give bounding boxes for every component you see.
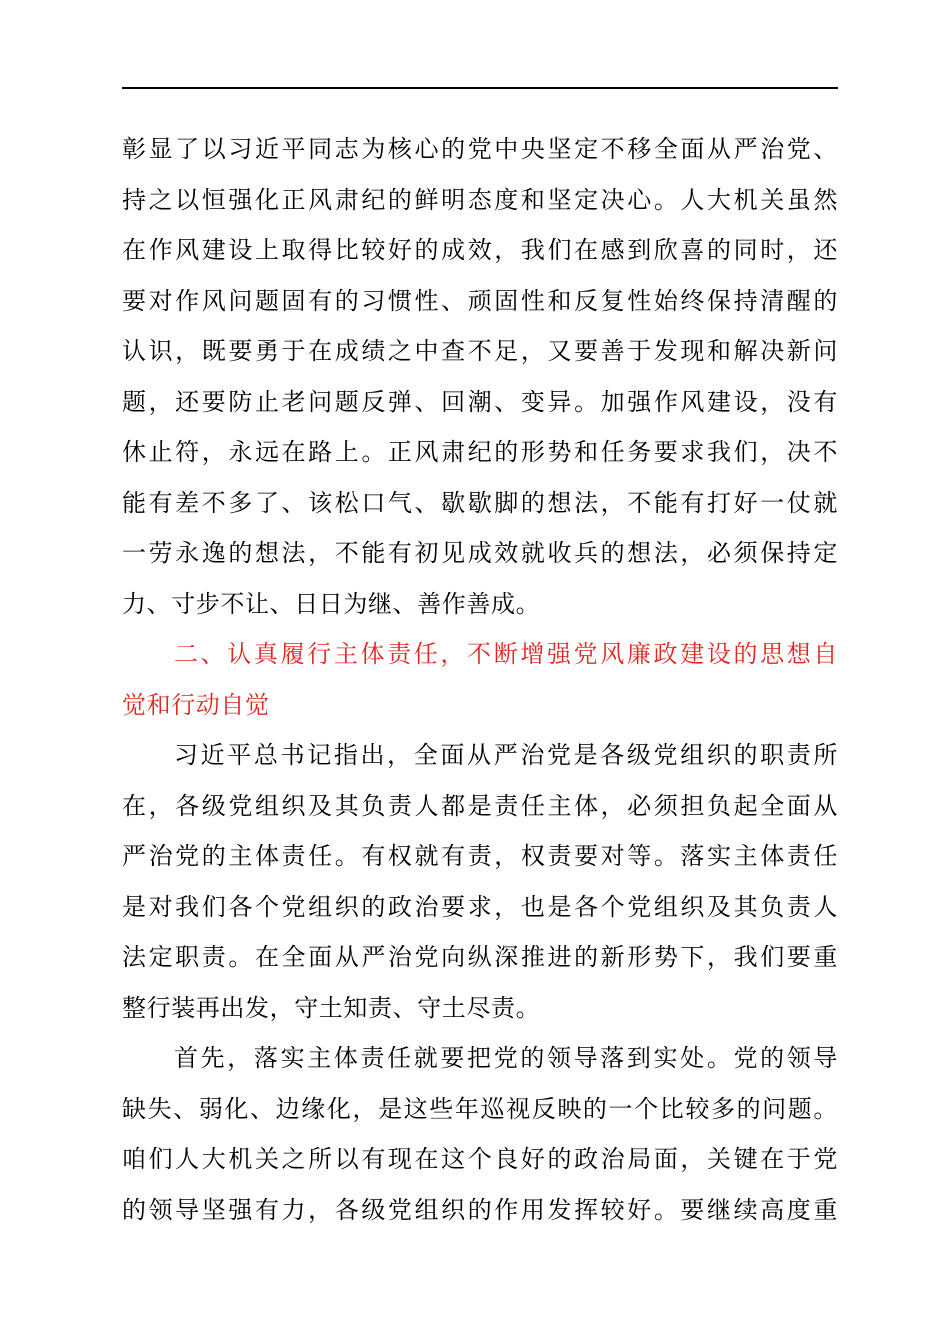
- section-heading: 二、认真履行主体责任，不断增强党风廉政建设的思想自: [174, 640, 838, 668]
- document-body: [122, 124, 838, 1235]
- text-line: 首先，落实主体责任就要把党的领导落到实处。党的领导: [174, 1044, 838, 1072]
- text-line: 严治党的主体责任。有权就有责，权责要对等。落实主体责任: [122, 842, 838, 870]
- text-line: 咱们人大机关之所以有现在这个良好的政治局面，关键在于党: [122, 1145, 838, 1173]
- section-heading-cont: 觉和行动自觉: [122, 690, 270, 719]
- text-line: 持之以恒强化正风肃纪的鲜明态度和坚定决心。人大机关虽然: [122, 185, 838, 214]
- text-line: 题，还要防止老问题反弹、回潮、变异。加强作风建设，没有: [122, 387, 838, 416]
- text-line: 整行装再出发，守土知责、守土尽责。: [122, 993, 541, 1022]
- text-line: 习近平总书记指出，全面从严治党是各级党组织的职责所: [174, 741, 838, 769]
- header-rule: [122, 87, 838, 89]
- text-line: 能有差不多了、该松口气、歇歇脚的想法，不能有打好一仗就: [122, 488, 838, 517]
- text-line: 法定职责。在全面从严治党向纵深推进的新形势下，我们要重: [122, 943, 838, 971]
- text-line: 缺失、弱化、边缘化，是这些年巡视反映的一个比较多的问题。: [122, 1094, 838, 1123]
- text-line: 在，各级党组织及其负责人都是责任主体，必须担负起全面从: [122, 791, 838, 820]
- text-line: 彰显了以习近平同志为核心的党中央坚定不移全面从严治党、: [122, 135, 838, 163]
- text-line: 是对我们各个党组织的政治要求，也是各个党组织及其负责人: [122, 892, 838, 921]
- text-line: 在作风建设上取得比较好的成效，我们在感到欣喜的同时，还: [122, 236, 838, 264]
- text-line: 休止符，永远在路上。正风肃纪的形势和任务要求我们，决不: [122, 438, 838, 466]
- text-line: 认识，既要勇于在成绩之中查不足，又要善于发现和解决新问: [122, 337, 838, 365]
- text-line: 要对作风问题固有的习惯性、顽固性和反复性始终保持清醒的: [122, 286, 838, 315]
- text-line: 的领导坚强有力，各级党组织的作用发挥较好。要继续高度重: [122, 1195, 838, 1224]
- text-line: 一劳永逸的想法，不能有初见成效就收兵的想法，必须保持定: [122, 539, 838, 567]
- text-line: 力、寸步不让、日日为继、善作善成。: [122, 589, 541, 618]
